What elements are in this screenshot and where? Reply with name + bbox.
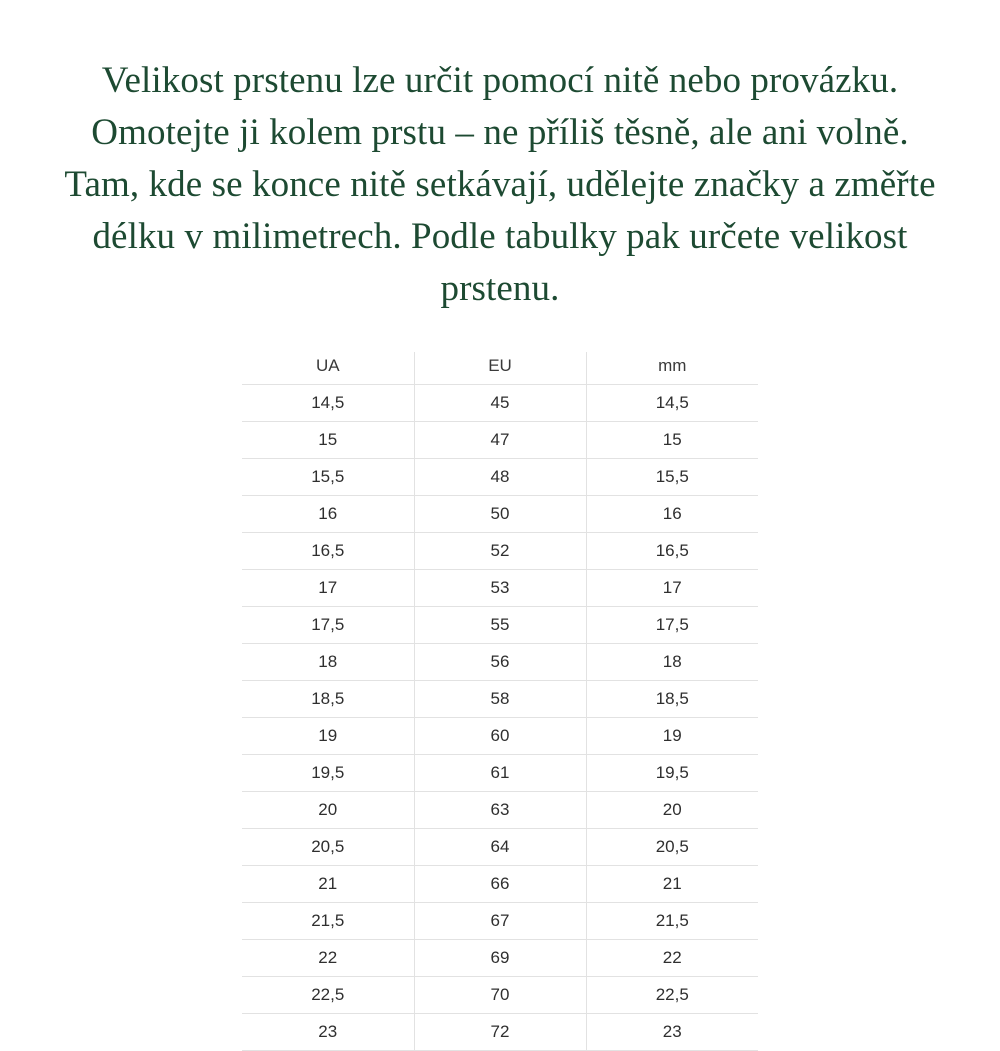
cell-eu: 64: [414, 829, 586, 866]
cell-ua: 19,5: [242, 755, 414, 792]
cell-mm: 18,5: [586, 681, 758, 718]
column-header-eu: EU: [414, 352, 586, 385]
cell-ua: 23: [242, 1014, 414, 1051]
table-row: [242, 570, 758, 607]
cell-ua: 15,5: [242, 459, 414, 496]
cell-eu: 67: [414, 903, 586, 940]
cell-eu: 60: [414, 718, 586, 755]
cell-ua: 22: [242, 940, 414, 977]
table-row: [242, 496, 758, 533]
cell-eu: 58: [414, 681, 586, 718]
ring-size-guide-page: [0, 37, 1000, 1041]
cell-ua: 15: [242, 422, 414, 459]
table-row: [242, 903, 758, 940]
cell-ua: 17: [242, 570, 414, 607]
cell-ua: 21: [242, 866, 414, 903]
cell-ua: 14,5: [242, 385, 414, 422]
cell-ua: 19: [242, 718, 414, 755]
cell-ua: 18,5: [242, 681, 414, 718]
cell-ua: 20: [242, 792, 414, 829]
cell-eu: 72: [414, 1014, 586, 1051]
table-row: [242, 792, 758, 829]
cell-ua: 21,5: [242, 903, 414, 940]
cell-ua: 16,5: [242, 533, 414, 570]
cell-ua: 17,5: [242, 607, 414, 644]
table-header-row: [242, 352, 758, 385]
table-row: [242, 940, 758, 977]
cell-eu: 66: [414, 866, 586, 903]
cell-mm: 15: [586, 422, 758, 459]
table-header: [242, 352, 758, 385]
cell-eu: 61: [414, 755, 586, 792]
table-row: [242, 866, 758, 903]
cell-eu: 55: [414, 607, 586, 644]
cell-ua: 22,5: [242, 977, 414, 1014]
cell-eu: 56: [414, 644, 586, 681]
cell-mm: 19: [586, 718, 758, 755]
cell-ua: 20,5: [242, 829, 414, 866]
cell-mm: 15,5: [586, 459, 758, 496]
cell-mm: 17: [586, 570, 758, 607]
table-body: [242, 385, 758, 1051]
column-header-ua: UA: [242, 352, 414, 385]
cell-eu: 47: [414, 422, 586, 459]
cell-mm: 23: [586, 1014, 758, 1051]
table-row: [242, 718, 758, 755]
cell-eu: 50: [414, 496, 586, 533]
cell-mm: 21,5: [586, 903, 758, 940]
table-row: [242, 607, 758, 644]
cell-eu: 63: [414, 792, 586, 829]
instructions-paragraph: Velikost prstenu lze určit pomocí nitě nebo provázku. Omotejte ji kolem prstu – ne příliš těsně, ale ani volně. Tam, kde se konce nitě setkávají, udělejte značky a změřte délku v milimetrech. Podle tabulky pak určete velikost prstenu.: [64, 60, 936, 309]
table-row: [242, 385, 758, 422]
cell-eu: 70: [414, 977, 586, 1014]
table-row: [242, 644, 758, 681]
cell-mm: 14,5: [586, 385, 758, 422]
cell-mm: 16: [586, 496, 758, 533]
cell-eu: 45: [414, 385, 586, 422]
table-row: [242, 829, 758, 866]
size-table-container: [0, 352, 1000, 1051]
cell-mm: 20: [586, 792, 758, 829]
table-row: [242, 459, 758, 496]
table-row: [242, 1014, 758, 1051]
table-row: [242, 977, 758, 1014]
cell-mm: 18: [586, 644, 758, 681]
cell-eu: 53: [414, 570, 586, 607]
cell-mm: 17,5: [586, 607, 758, 644]
table-row: [242, 755, 758, 792]
cell-mm: 16,5: [586, 533, 758, 570]
cell-mm: 19,5: [586, 755, 758, 792]
cell-eu: 69: [414, 940, 586, 977]
cell-mm: 21: [586, 866, 758, 903]
table-row: [242, 533, 758, 570]
ring-size-table: [242, 352, 758, 1051]
cell-mm: 20,5: [586, 829, 758, 866]
cell-ua: 16: [242, 496, 414, 533]
table-row: [242, 681, 758, 718]
column-header-mm: mm: [586, 352, 758, 385]
cell-eu: 48: [414, 459, 586, 496]
cell-ua: 18: [242, 644, 414, 681]
cell-mm: 22,5: [586, 977, 758, 1014]
cell-mm: 22: [586, 940, 758, 977]
cell-eu: 52: [414, 533, 586, 570]
table-row: [242, 422, 758, 459]
